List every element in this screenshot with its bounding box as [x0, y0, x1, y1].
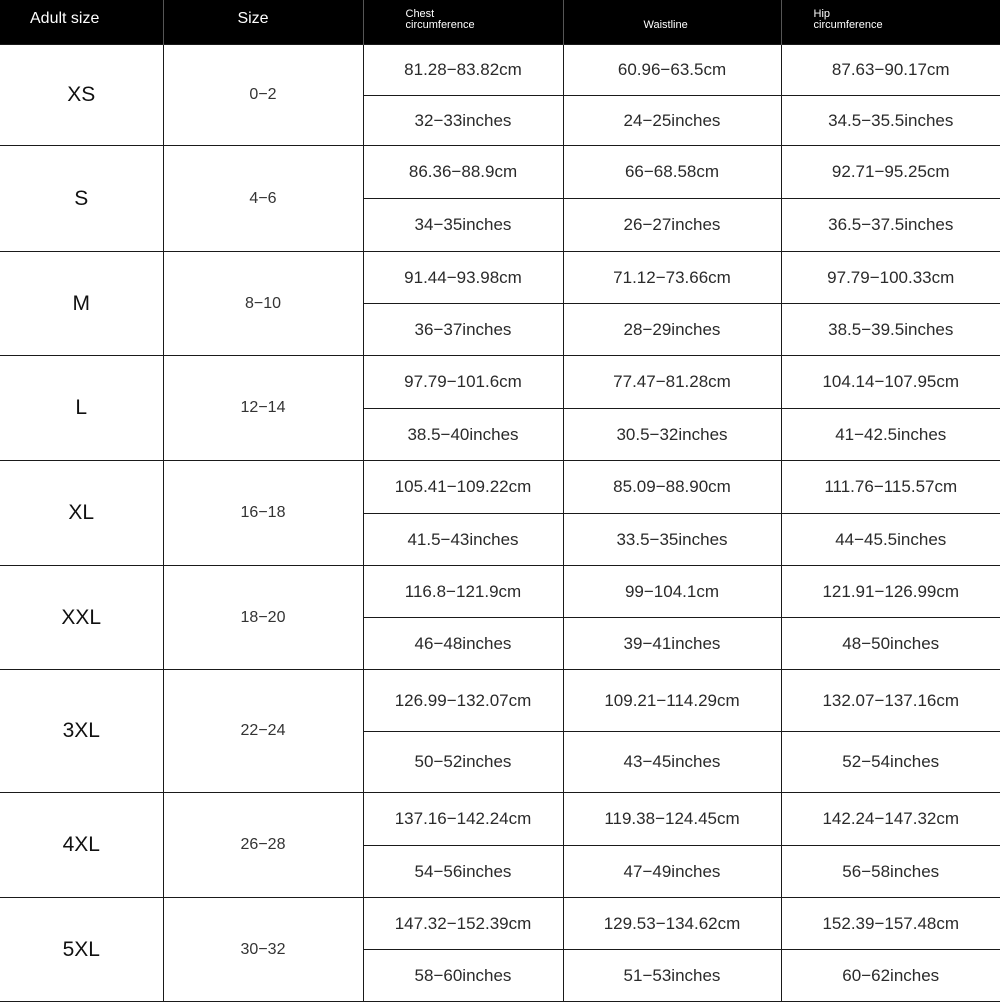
hip-inches-cell: 38.5−39.5inches [781, 304, 1000, 356]
waist-inches-cell: 26−27inches [563, 199, 781, 252]
adult-size-cell: 4XL [0, 793, 163, 898]
adult-size-cell: M [0, 252, 163, 356]
waist-inches-cell: 24−25inches [563, 96, 781, 146]
header-hip [781, 0, 1000, 45]
chest-cm-cell: 81.28−83.82cm [363, 45, 563, 96]
table-row [0, 898, 1000, 950]
table-row [0, 566, 1000, 618]
hip-cm-cell: 152.39−157.48cm [781, 898, 1000, 950]
chest-cm-cell: 97.79−101.6cm [363, 356, 563, 409]
chest-cm-cell: 91.44−93.98cm [363, 252, 563, 304]
chest-inches-cell: 38.5−40inches [363, 409, 563, 461]
table-row [0, 252, 1000, 304]
hip-inches-cell: 44−45.5inches [781, 514, 1000, 566]
chest-inches-cell: 50−52inches [363, 732, 563, 793]
waist-inches-cell: 39−41inches [563, 618, 781, 670]
table-body [0, 45, 1000, 1002]
hip-inches-cell: 48−50inches [781, 618, 1000, 670]
header-hip-line2: circumference [782, 20, 1000, 31]
size-cell: 18−20 [163, 566, 363, 670]
chest-inches-cell: 32−33inches [363, 96, 563, 146]
hip-inches-cell: 52−54inches [781, 732, 1000, 793]
hip-inches-cell: 60−62inches [781, 950, 1000, 1002]
waist-cm-cell: 119.38−124.45cm [563, 793, 781, 846]
hip-cm-cell: 142.24−147.32cm [781, 793, 1000, 846]
chest-inches-cell: 34−35inches [363, 199, 563, 252]
chest-inches-cell: 58−60inches [363, 950, 563, 1002]
waist-cm-cell: 66−68.58cm [563, 146, 781, 199]
chest-inches-cell: 36−37inches [363, 304, 563, 356]
waist-cm-cell: 85.09−88.90cm [563, 461, 781, 514]
header-adult-size: Adult size [0, 0, 163, 45]
waist-cm-cell: 77.47−81.28cm [563, 356, 781, 409]
header-waist: Waistline [563, 0, 781, 45]
adult-size-cell: L [0, 356, 163, 461]
chest-cm-cell: 126.99−132.07cm [363, 670, 563, 732]
size-cell: 30−32 [163, 898, 363, 1002]
table-row [0, 45, 1000, 96]
waist-cm-cell: 109.21−114.29cm [563, 670, 781, 732]
header-hip-line1: Hip [782, 9, 1000, 20]
hip-cm-cell: 132.07−137.16cm [781, 670, 1000, 732]
header-row [0, 0, 1000, 45]
waist-inches-cell: 47−49inches [563, 846, 781, 898]
adult-size-cell: XS [0, 45, 163, 146]
size-cell: 0−2 [163, 45, 363, 146]
adult-size-cell: XL [0, 461, 163, 566]
waist-inches-cell: 43−45inches [563, 732, 781, 793]
table-row [0, 461, 1000, 514]
header-size: Size [163, 0, 363, 45]
waist-inches-cell: 28−29inches [563, 304, 781, 356]
table-row [0, 670, 1000, 732]
header-chest-line1: Chest [364, 9, 563, 20]
table-header [0, 0, 1000, 45]
waist-inches-cell: 51−53inches [563, 950, 781, 1002]
adult-size-cell: 5XL [0, 898, 163, 1002]
chest-cm-cell: 116.8−121.9cm [363, 566, 563, 618]
hip-inches-cell: 34.5−35.5inches [781, 96, 1000, 146]
chest-inches-cell: 54−56inches [363, 846, 563, 898]
header-chest [363, 0, 563, 45]
hip-cm-cell: 92.71−95.25cm [781, 146, 1000, 199]
waist-cm-cell: 60.96−63.5cm [563, 45, 781, 96]
hip-inches-cell: 56−58inches [781, 846, 1000, 898]
size-cell: 12−14 [163, 356, 363, 461]
chest-cm-cell: 137.16−142.24cm [363, 793, 563, 846]
hip-cm-cell: 97.79−100.33cm [781, 252, 1000, 304]
chest-cm-cell: 147.32−152.39cm [363, 898, 563, 950]
size-cell: 8−10 [163, 252, 363, 356]
chest-cm-cell: 86.36−88.9cm [363, 146, 563, 199]
chest-cm-cell: 105.41−109.22cm [363, 461, 563, 514]
size-cell: 4−6 [163, 146, 363, 252]
waist-cm-cell: 71.12−73.66cm [563, 252, 781, 304]
waist-inches-cell: 33.5−35inches [563, 514, 781, 566]
size-cell: 16−18 [163, 461, 363, 566]
hip-cm-cell: 111.76−115.57cm [781, 461, 1000, 514]
hip-inches-cell: 36.5−37.5inches [781, 199, 1000, 252]
waist-cm-cell: 129.53−134.62cm [563, 898, 781, 950]
chest-inches-cell: 46−48inches [363, 618, 563, 670]
size-cell: 26−28 [163, 793, 363, 898]
adult-size-cell: XXL [0, 566, 163, 670]
header-chest-line2: circumference [364, 20, 563, 31]
size-cell: 22−24 [163, 670, 363, 793]
table-row [0, 793, 1000, 846]
adult-size-cell: S [0, 146, 163, 252]
waist-inches-cell: 30.5−32inches [563, 409, 781, 461]
adult-size-cell: 3XL [0, 670, 163, 793]
table-row [0, 146, 1000, 199]
chest-inches-cell: 41.5−43inches [363, 514, 563, 566]
hip-cm-cell: 104.14−107.95cm [781, 356, 1000, 409]
hip-cm-cell: 121.91−126.99cm [781, 566, 1000, 618]
hip-cm-cell: 87.63−90.17cm [781, 45, 1000, 96]
hip-inches-cell: 41−42.5inches [781, 409, 1000, 461]
waist-cm-cell: 99−104.1cm [563, 566, 781, 618]
table-row [0, 356, 1000, 409]
